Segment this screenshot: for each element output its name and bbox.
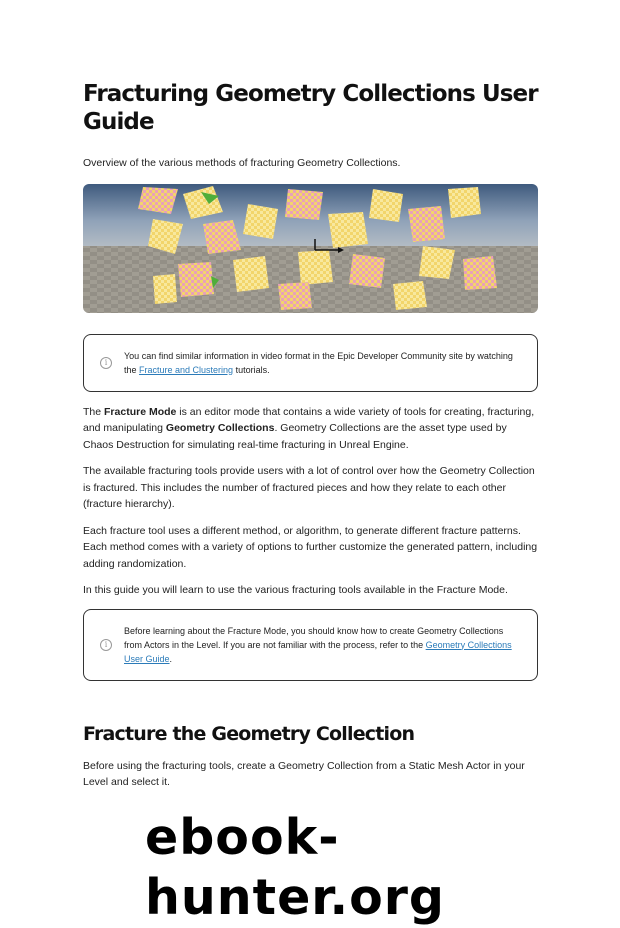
page-title-line-1: Fracturing Geometry Collections User bbox=[83, 81, 538, 107]
geometry-collections-term: Geometry Collections bbox=[165, 422, 275, 434]
para1-text-3: . Geometry Collections are the asset type used by Chaos Destruction for simulating real-time fracturing in Unreal Engine. bbox=[83, 422, 507, 451]
intro-text: Overview of the various methods of fracturing Geometry Collections. bbox=[83, 157, 401, 169]
fracture-hero-image bbox=[83, 184, 538, 313]
geometry-collections-guide-link[interactable]: Geometry Collections User Guide bbox=[124, 639, 512, 664]
note-text-before: You can find similar information in video format in the Epic Developer Community site by watching the bbox=[124, 350, 513, 375]
paragraph-methods: Each fracture tool uses a different method, or algorithm, to generate different fracture patterns. Each method comes with a variety of options to further customize the generated pattern, including adding randomization. bbox=[83, 524, 538, 570]
fracture-mode-term: Fracture Mode bbox=[104, 405, 177, 418]
para1-text-1: The bbox=[83, 405, 105, 418]
watermark: ebook-hunter.org bbox=[145, 809, 446, 926]
note-text-after: tutorials. bbox=[233, 364, 270, 375]
section-paragraph: Before using the fracturing tools, create a Geometry Collection from a Static Mesh Actor in your Level and select it. bbox=[83, 759, 525, 788]
page-title bbox=[83, 80, 538, 136]
paragraph-fracture-mode bbox=[83, 404, 538, 454]
para1-text-2: is an editor mode that contains a wide variety of tools for creating, fracturing, and manipulating bbox=[83, 405, 535, 434]
paragraph-tools: The available fracturing tools provide users with a lot of control over how the Geometry Collection is fractured. This includes the number of fractured pieces and how they relate to each other (fracture hierarchy). bbox=[83, 465, 535, 510]
page-title-line-2: Guide bbox=[83, 109, 154, 135]
info-note-prerequisite bbox=[83, 609, 538, 681]
fracture-clustering-link[interactable]: Fracture and Clustering bbox=[139, 364, 234, 375]
note-text-before: Before learning about the Fracture Mode, you should know how to create Geometry Collections from Actors in the Level. If you are not familiar with the process, refer to the bbox=[124, 625, 504, 650]
info-icon: i bbox=[100, 639, 112, 651]
article bbox=[83, 80, 538, 801]
info-icon: i bbox=[100, 357, 112, 369]
info-note-video bbox=[83, 334, 538, 392]
paragraph-guide: In this guide you will learn to use the various fracturing tools available in the Fracture Mode. bbox=[83, 584, 508, 596]
section-heading: Fracture the Geometry Collection bbox=[83, 722, 415, 745]
note-text-after: . bbox=[169, 653, 173, 664]
